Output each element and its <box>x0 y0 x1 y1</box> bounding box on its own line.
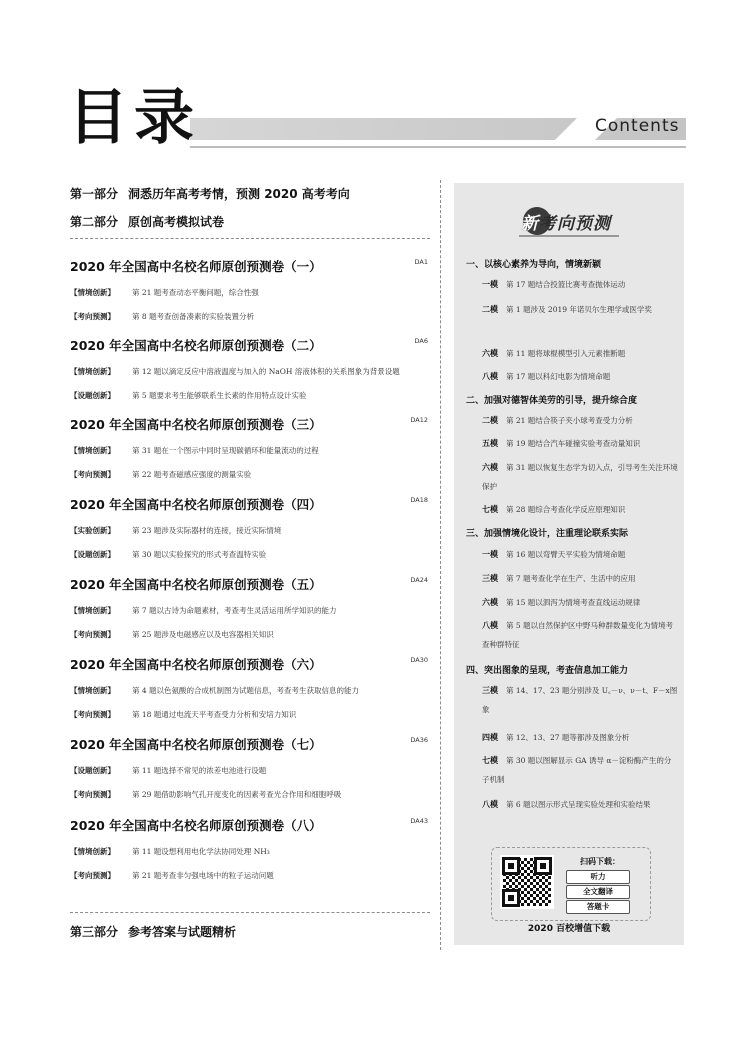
exam-highlight <box>70 524 430 538</box>
prediction-item <box>482 593 678 612</box>
part-label: 第三部分 <box>70 925 119 939</box>
prediction-item <box>482 795 678 814</box>
exam-entry-7[interactable] <box>70 736 430 802</box>
highlight-tag: 【设题创新】 <box>70 766 115 775</box>
mock-label: 七模 <box>482 756 498 765</box>
qr-finder <box>502 857 520 875</box>
section-title: 三、加强情境化设计，注重理论联系实际 <box>466 529 629 539</box>
mock-label: 六模 <box>482 349 498 358</box>
mock-label: 七模 <box>482 505 498 514</box>
exam-page-code: DA30 <box>410 656 428 664</box>
highlight-tag: 【情境创新】 <box>70 847 115 856</box>
exam-title: 2020 年全国高中名校名师原创预测卷（七） <box>70 737 322 752</box>
item-text: 第 15 题以泗泻为情境考查直线运动规律 <box>506 598 641 607</box>
exam-highlight <box>70 628 430 642</box>
exam-page-code: DA18 <box>410 496 428 504</box>
item-text: 第 5 题以自然保护区中野马种群数量变化为情境考查种群特征 <box>482 621 674 649</box>
exam-highlight <box>70 444 430 458</box>
highlight-text: 第 21 题考查非匀强电场中的粒子运动问题 <box>132 871 274 880</box>
exam-entry-6[interactable] <box>70 656 430 722</box>
badge-first: 新 <box>521 214 539 234</box>
prediction-item <box>482 569 678 588</box>
mock-label: 八模 <box>482 372 498 381</box>
exam-entry-8[interactable] <box>70 817 430 883</box>
highlight-tag: 【考向预测】 <box>70 470 115 479</box>
mock-label: 二模 <box>482 416 498 425</box>
divider <box>70 912 430 913</box>
exam-page-code: DA1 <box>414 258 428 266</box>
highlight-text: 第 21 题考查动态平衡问题，综合性强 <box>132 288 259 297</box>
exam-highlight <box>70 604 430 618</box>
highlight-text: 第 31 题在一个图示中同时呈现碳循环和能量流动的过程 <box>132 446 319 455</box>
item-text: 第 1 题涉及 2019 年诺贝尔生理学或医学奖 <box>506 305 652 314</box>
highlight-tag: 【设题创新】 <box>70 391 115 400</box>
highlight-tag: 【情境创新】 <box>70 446 115 455</box>
prediction-item <box>482 616 678 654</box>
badge-rest: 考向预测 <box>539 214 611 234</box>
item-text: 第 19 题结合汽车碰撞实验考查动量知识 <box>506 439 641 448</box>
highlight-text: 第 23 题涉及实际器材的连接，接近实际情境 <box>132 526 282 535</box>
highlight-text: 第 7 题以古诗为命题素材，考查考生灵活运用所学知识的能力 <box>132 606 337 615</box>
part-2[interactable] <box>70 213 224 230</box>
exam-page-code: DA12 <box>410 416 428 424</box>
exam-title: 2020 年全国高中名校名师原创预测卷（五） <box>70 577 322 592</box>
highlight-text: 第 12 题以滴定反应中溶液温度与加入的 NaOH 溶液体积的关系图象为背景设题 <box>132 367 400 376</box>
highlight-tag: 【考向预测】 <box>70 790 115 799</box>
item-text: 第 30 题以图解显示 GA 诱导 α－淀粉酶产生的分子机制 <box>482 756 672 784</box>
item-text: 第 11 题将球棍模型引入元素推断题 <box>506 349 626 358</box>
page-title: 目录 <box>68 83 200 153</box>
qr-code-icon[interactable] <box>500 855 554 909</box>
highlight-tag: 【情境创新】 <box>70 686 115 695</box>
mock-label: 三模 <box>482 574 498 583</box>
item-text: 第 14、17、23 题分别涉及 U꜀－ν、ν－t、F－x图象 <box>482 686 678 714</box>
exam-highlight <box>70 286 430 300</box>
prediction-item <box>482 411 678 430</box>
item-text: 第 21 题结合筷子夹小球考查受力分析 <box>506 416 633 425</box>
mock-label: 六模 <box>482 598 498 607</box>
exam-title: 2020 年全国高中名校名师原创预测卷（一） <box>70 259 322 274</box>
item-text: 第 7 题考查化学在生产、生活中的应用 <box>506 574 636 583</box>
qr-footer-label: 2020 百校增值下载 <box>527 924 611 934</box>
exam-title: 2020 年全国高中名校名师原创预测卷（八） <box>70 818 322 833</box>
exam-entry-1[interactable] <box>70 258 430 324</box>
prediction-item <box>482 434 678 453</box>
prediction-item <box>482 344 678 363</box>
section-title: 四、突出图象的呈现，考查信息加工能力 <box>466 666 629 676</box>
header-underline <box>190 146 686 148</box>
badge-underline <box>519 235 619 237</box>
highlight-tag: 【情境创新】 <box>70 606 115 615</box>
mock-label: 八模 <box>482 621 498 630</box>
qr-finder <box>534 857 552 875</box>
exam-entry-2[interactable] <box>70 337 430 403</box>
item-text: 第 17 题结合投篮比赛考查抛体运动 <box>506 280 626 289</box>
highlight-text: 第 25 题涉及电磁感应以及电容器相关知识 <box>132 630 274 639</box>
highlight-tag: 【情境创新】 <box>70 367 115 376</box>
mock-label: 一模 <box>482 550 498 559</box>
highlight-text: 第 30 题以实验探究的形式考查温特实验 <box>132 550 267 559</box>
exam-entry-4[interactable] <box>70 496 430 562</box>
part-text: 参考答案与试题精析 <box>128 925 237 939</box>
mock-label: 八模 <box>482 800 498 809</box>
exam-entry-5[interactable] <box>70 576 430 642</box>
mock-label: 三模 <box>482 686 498 695</box>
exam-entry-3[interactable] <box>70 416 430 482</box>
highlight-text: 第 5 题要求考生能够联系生长素的作用特点设计实验 <box>132 391 307 400</box>
exam-highlight <box>70 684 430 698</box>
item-text: 第 31 题以恢复生态学为切入点，引导考生关注环境保护 <box>482 463 678 491</box>
prediction-item <box>482 300 678 319</box>
item-text: 第 6 题以图示形式呈现实验处理和实验结果 <box>506 800 651 809</box>
highlight-text: 第 8 题考查创备凑素的实验装置分析 <box>132 312 255 321</box>
part-1[interactable] <box>70 185 350 202</box>
prediction-item <box>482 681 678 719</box>
badge-text <box>521 209 611 234</box>
scan-download-label: 扫码下载： <box>580 857 620 866</box>
part-label: 第一部分 <box>70 187 119 201</box>
item-text: 第 12、13、27 题等都涉及图象分析 <box>506 733 630 742</box>
exam-page-code: DA24 <box>410 576 428 584</box>
exam-page-code: DA36 <box>410 736 428 744</box>
prediction-item <box>482 275 678 294</box>
new-prediction-badge <box>519 205 619 237</box>
prediction-item <box>482 500 678 519</box>
download-option-listening[interactable]: 听力 <box>566 870 630 884</box>
exam-highlight <box>70 389 430 403</box>
mock-label: 四模 <box>482 733 498 742</box>
exam-highlight <box>70 708 430 722</box>
highlight-text: 第 18 题通过电流天平考查受力分析和安培力知识 <box>132 710 297 719</box>
qr-finder <box>502 889 520 907</box>
prediction-item <box>482 728 678 747</box>
exam-title: 2020 年全国高中名校名师原创预测卷（二） <box>70 338 322 353</box>
highlight-tag: 【考向预测】 <box>70 871 115 880</box>
highlight-tag: 【考向预测】 <box>70 312 115 321</box>
highlight-tag: 【考向预测】 <box>70 710 115 719</box>
download-option-translation[interactable]: 全文翻译 <box>566 885 630 899</box>
exam-page-code: DA43 <box>410 817 428 825</box>
part-label: 第二部分 <box>70 215 119 229</box>
exam-highlight <box>70 869 430 883</box>
highlight-text: 第 22 题考查磁感应强度的测量实验 <box>132 470 252 479</box>
exam-title: 2020 年全国高中名校名师原创预测卷（三） <box>70 417 322 432</box>
highlight-tag: 【设题创新】 <box>70 550 115 559</box>
exam-highlight <box>70 764 430 778</box>
exam-highlight <box>70 310 430 324</box>
part-3[interactable] <box>70 923 236 940</box>
highlight-text: 第 11 题选择不常见的浓差电池进行设题 <box>132 766 267 775</box>
highlight-tag: 【考向预测】 <box>70 630 115 639</box>
part-text: 原创高考模拟试卷 <box>128 215 225 229</box>
item-text: 第 17 题以科幻电影为情境命题 <box>506 372 611 381</box>
mock-label: 五模 <box>482 439 498 448</box>
highlight-tag: 【实验创新】 <box>70 526 115 535</box>
highlight-text: 第 4 题以色氨酸的合成机制图为试题信息，考查考生获取信息的能力 <box>132 686 360 695</box>
exam-highlight <box>70 548 430 562</box>
section-title: 一、以核心素养为导向，情境新颖 <box>466 260 602 270</box>
prediction-item <box>482 458 678 496</box>
page-subtitle: Contents <box>595 116 680 136</box>
prediction-item <box>482 367 678 386</box>
column-divider <box>440 180 441 950</box>
divider <box>70 238 430 239</box>
mock-label: 一模 <box>482 280 498 289</box>
prediction-panel <box>454 183 684 945</box>
prediction-item <box>482 545 678 564</box>
mock-label: 二模 <box>482 305 498 314</box>
exam-highlight <box>70 365 430 379</box>
highlight-tag: 【情境创新】 <box>70 288 115 297</box>
exam-title: 2020 年全国高中名校名师原创预测卷（六） <box>70 657 322 672</box>
exam-page-code: DA6 <box>414 337 428 345</box>
exam-highlight <box>70 468 430 482</box>
exam-title: 2020 年全国高中名校名师原创预测卷（四） <box>70 497 322 512</box>
item-text: 第 16 题以弯臂天平实验为情境命题 <box>506 550 626 559</box>
download-option-answer-sheet[interactable]: 答题卡 <box>566 900 630 914</box>
section-title: 二、加强对德智体美劳的引导，提升综合度 <box>466 396 638 406</box>
part-text: 洞悉历年高考考情，预测 2020 高考考向 <box>128 187 350 201</box>
highlight-text: 第 29 题借助影响气孔开度变化的因素考查光合作用和细胞呼吸 <box>132 790 342 799</box>
prediction-item <box>482 751 678 789</box>
highlight-text: 第 11 题设想利用电化学法协同处理 NH₃ <box>132 847 270 856</box>
exam-highlight <box>70 788 430 802</box>
exam-highlight <box>70 845 430 859</box>
mock-label: 六模 <box>482 463 498 472</box>
item-text: 第 28 题综合考查化学反应原理知识 <box>506 505 626 514</box>
